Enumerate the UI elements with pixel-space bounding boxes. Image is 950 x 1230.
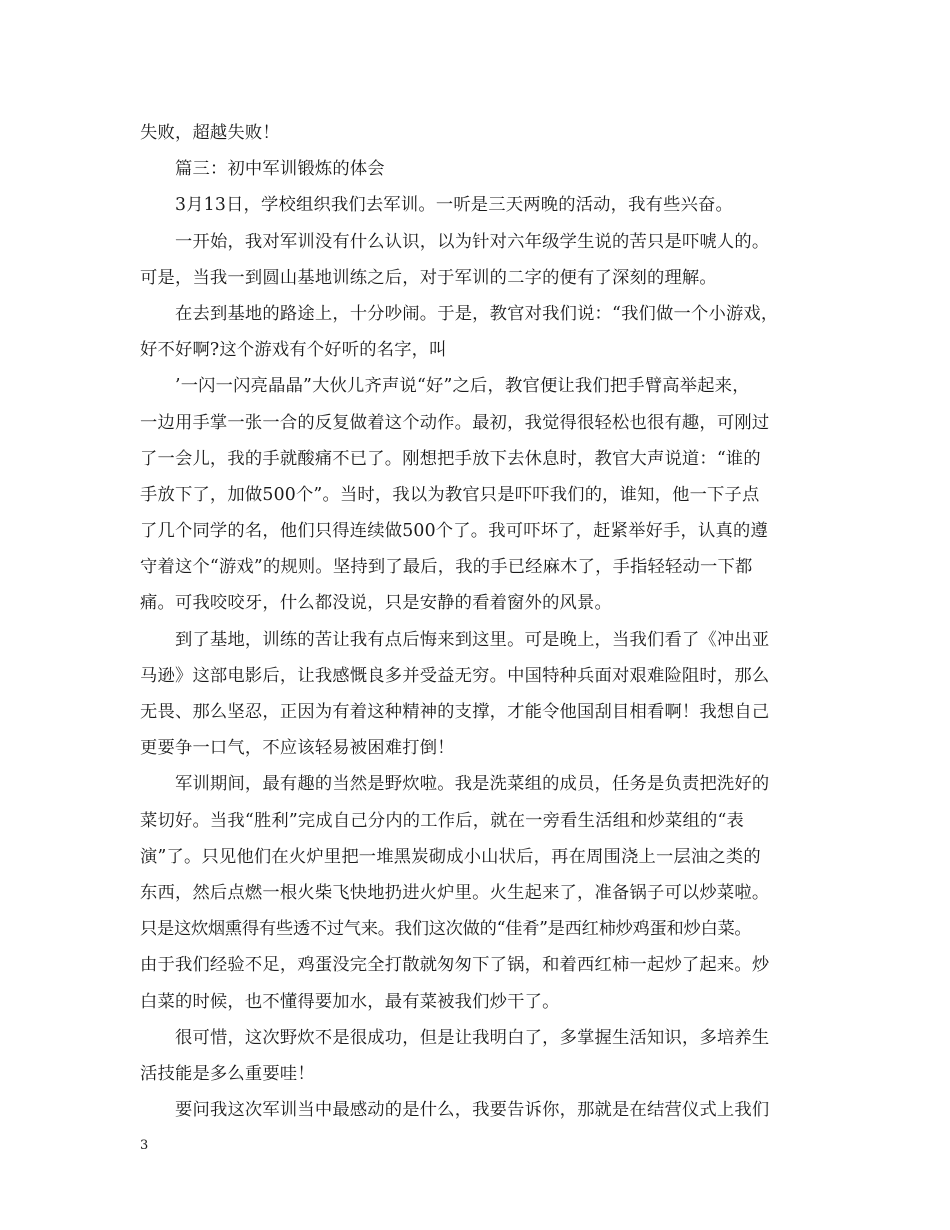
text-line: 到了基地，训练的苦让我有点后悔来到这里。可是晚上，当我们看了《冲出亚 — [175, 629, 770, 650]
text-line: 由于我们经验不足，鸡蛋没完全打散就匆匆下了锅，和着西红柿一起炒了起来。炒 — [140, 955, 770, 976]
text-line: 守着这个“游戏”的规则。坚持到了最后，我的手已经麻木了，手指轻轻动一下都 — [140, 557, 753, 578]
text-line: 马逊》这部电影后，让我感慨良多并受益无穷。中国特种兵面对艰难险阻时，那么 — [140, 665, 770, 686]
section-heading: 篇三：初中军训锻炼的体会 — [175, 159, 385, 180]
text-line: 失败，超越失败！ — [140, 123, 280, 143]
text-line: 活技能是多么重要哇！ — [140, 1063, 315, 1084]
text-line: 手放下了，加做500个”。当时，我以为教官只是吓吓我们的，谁知，他一下子点 — [140, 484, 760, 505]
page-number: 3 — [140, 1138, 149, 1153]
text-line: 东西，然后点燃一根火柴飞快地扔进火炉里。火生起来了，准备锅子可以炒菜啦。 — [140, 882, 770, 903]
text-line: 可是，当我一到圆山基地训练之后，对于军训的二字的便有了深刻的理解。 — [140, 267, 717, 288]
text-line: 要问我这次军训当中最感动的是什么，我要告诉你，那就是在结营仪式上我们 — [175, 1100, 770, 1121]
text-line: 白菜的时候，也不懂得要加水，最有菜被我们炒干了。 — [140, 991, 560, 1012]
text-line: 在去到基地的路途上，十分吵闹。于是，教官对我们说：“我们做一个小游戏， — [175, 303, 779, 324]
text-line: 痛。可我咬咬牙，什么都没说，只是安静的看着窗外的风景。 — [140, 593, 612, 614]
text-line: 菜切好。当我“胜利”完成自己分内的工作后，就在一旁看生活组和炒菜组的“表 — [140, 810, 744, 831]
text-line: 只是这炊烟熏得有些透不过气来。我们这次做的“佳肴”是西红柿炒鸡蛋和炒白菜。 — [140, 919, 752, 940]
text-line: 好不好啊?这个游戏有个好听的名字，叫 — [140, 340, 447, 361]
text-line: 3月13日，学校组织我们去军训。一听是三天两晚的活动，我有些兴奋。 — [175, 195, 734, 216]
text-line: 无畏、那么坚忍，正因为有着这种精神的支撑，才能令他国刮目相看啊！我想自己 — [140, 702, 770, 722]
text-line: ’一闪一闪亮晶晶”大伙儿齐声说“好”之后，教官便让我们把手臂高举起来， — [175, 376, 750, 397]
text-line: 一边用手掌一张一合的反复做着这个动作。最初，我觉得很轻松也很有趣，可刚过 — [140, 412, 770, 433]
text-line: 了一会儿，我的手就酸痛不已了。刚想把手放下去休息时，教官大声说道：“谁的 — [140, 448, 761, 469]
text-line: 军训期间，最有趣的当然是野炊啦。我是洗菜组的成员，任务是负责把洗好的 — [175, 774, 770, 795]
text-line: 更要争一口气，不应该轻易被困难打倒！ — [140, 738, 455, 759]
text-line: 一开始，我对军训没有什么认识，以为针对六年级学生说的苦只是吓唬人的。 — [175, 231, 770, 252]
text-line: 了几个同学的名，他们只得连续做500个了。我可吓坏了，赶紧举好手，认真的遵 — [140, 521, 768, 542]
text-line: 很可惜，这次野炊不是很成功，但是让我明白了，多掌握生活知识，多培养生 — [175, 1027, 770, 1048]
text-line: 演”了。只见他们在火炉里把一堆黑炭砌成小山状后，再在周围浇上一层油之类的 — [140, 846, 761, 867]
body-text — [140, 115, 828, 1128]
